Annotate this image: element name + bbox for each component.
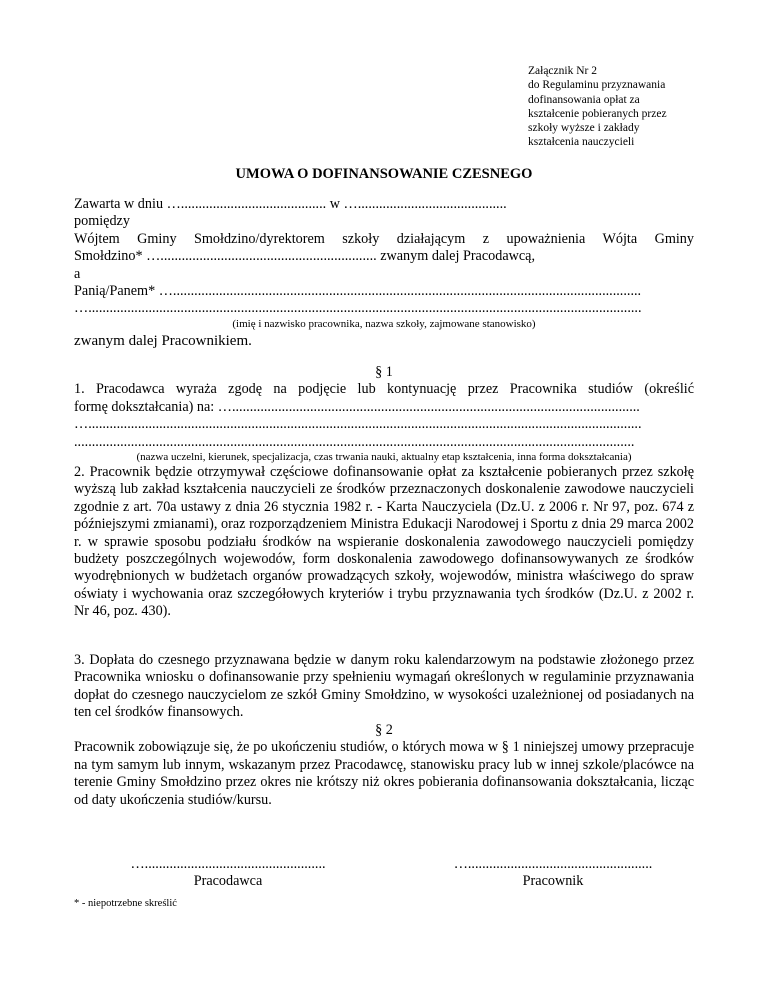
signature-label-employee: Pracownik: [522, 873, 584, 889]
annex-line: szkoły wyższe i zakłady: [528, 122, 640, 135]
s1-paragraph-2: 2. Pracownik będzie otrzymywał częściowe dofinansowanie opłat za kształcenie pobieranych przez szkołę wyższą lub zakład kształcenia nauczycieli ze środków przeznaczonych doskonalenie zawodowe nauczycieli zgodnie z art. 70a ustawy z dnia 26 stycznia 1982 r. - Karta Nauczyciela (Dz.U. z 2006 r. Nr 97, poz. 674 z późniejszymi zmianami), oraz rozporządzeniem Ministra Edukacji Narodowej i Sportu z dnia 29 marca 2002 r. w sprawie sposobu podziału środków na wspieranie doskonalenia zawodowego nauczycieli pomiędzy budżety poszczególnych wojewodów, form doskonalenia zawodowego dofinansowywanych ze środków wyodrębnionych w budżetach organów prowadzących szkoły, wojewodów, ministra właściwego do spraw oświaty i wychowania oraz szczegółowych kryteriów i trybu przyznawania tych środków (Dz.U. z 2002 r. Nr 46, poz. 430).: [74, 464, 694, 620]
intro-employer-line: Wójtem Gminy Smołdzino/dyrektorem szkoły działającym z upoważnienia Wójta Gminy: [74, 230, 694, 247]
section-2: [74, 722, 694, 809]
intro-section: [74, 196, 694, 350]
annex-line: Załącznik Nr 2: [528, 65, 597, 77]
intro-employer-line-2: Smołdzino* …............................................................. zwanym dalej Pracodawcą,: [74, 248, 536, 265]
section-1: [74, 364, 694, 464]
section-2-heading: § 2: [375, 722, 393, 738]
intro-caption: (imię i nazwisko pracownika, nazwa szkoły, zajmowane stanowisko): [232, 317, 536, 330]
document-title: UMOWA O DOFINANSOWANIE CZESNEGO: [235, 166, 533, 182]
s1-p1-line: 1. Pracodawca wyraża zgodę na podjęcie lub kontynuację przez Pracownika studiów (określić: [74, 381, 694, 398]
signature-label-employer: Pracodawca: [193, 873, 263, 889]
s1-p1-line: formę dokształcania) na: …...................................................................................................................: [74, 398, 640, 415]
annex-line: dofinansowania opłat za: [528, 93, 640, 106]
signature-employee: [438, 856, 668, 890]
signature-line: …....................................................: [453, 856, 653, 872]
s1-p1-line: ..............................................................................................................................................................: [74, 433, 635, 450]
s2-paragraph: Pracownik zobowiązuje się, że po ukończeniu studiów, o których mowa w § 1 niniejszej umowy przepracuje na tym samym lub innym, wskazanym przez Pracodawcę, stanowisku pracy lub w innej szkole/placówce na terenie Gminy Smołdzino przez okres nie krótszy niż okres pobierania dofinansowania dokształcania, licząc od daty ukończenia studiów/kursu.: [74, 739, 694, 808]
intro-between: pomiędzy: [74, 213, 130, 230]
annex-line: do Regulaminu przyznawania: [528, 79, 666, 92]
section-1-heading: § 1: [375, 364, 393, 380]
intro-and: a: [74, 265, 81, 282]
annex-line: kształcenie pobieranych przez: [528, 107, 667, 120]
s1-paragraph-3: 3. Dopłata do czesnego przyznawana będzie w danym roku kalendarzowym na podstawie złożonego przez Pracownika wniosku o dofinansowanie przy spełnieniu wymagań określonych w regulaminie przyznawania dopłat do czesnego nauczycielom ze szkół Gminy Smołdzino, w wysokości uzależnionej od posiadanych na ten cel środków finansowych.: [74, 652, 694, 721]
intro-employee-line: Panią/Panem* …....................................................................................................................................: [74, 283, 642, 300]
annex-note: [528, 64, 728, 150]
signature-line: …...................................................: [130, 856, 326, 872]
signature-employer: [118, 856, 338, 890]
annex-line: kształcenia nauczycieli: [528, 136, 635, 149]
intro-date-line: Zawarta w dniu …......................................... w …..........................................: [74, 196, 507, 212]
footnote: * - niepotrzebne skreślić: [74, 898, 177, 909]
s1-caption: (nazwa uczelni, kierunek, specjalizacja, czas trwania nauki, aktualny etap kształcenia, inna forma dokształcania): [136, 451, 632, 464]
intro-employee-line-2: …............................................................................................................................................................: [74, 300, 642, 317]
s1-p1-line: …............................................................................................................................................................: [74, 416, 642, 433]
intro-employee-label: zwanym dalej Pracownikiem.: [74, 332, 252, 349]
